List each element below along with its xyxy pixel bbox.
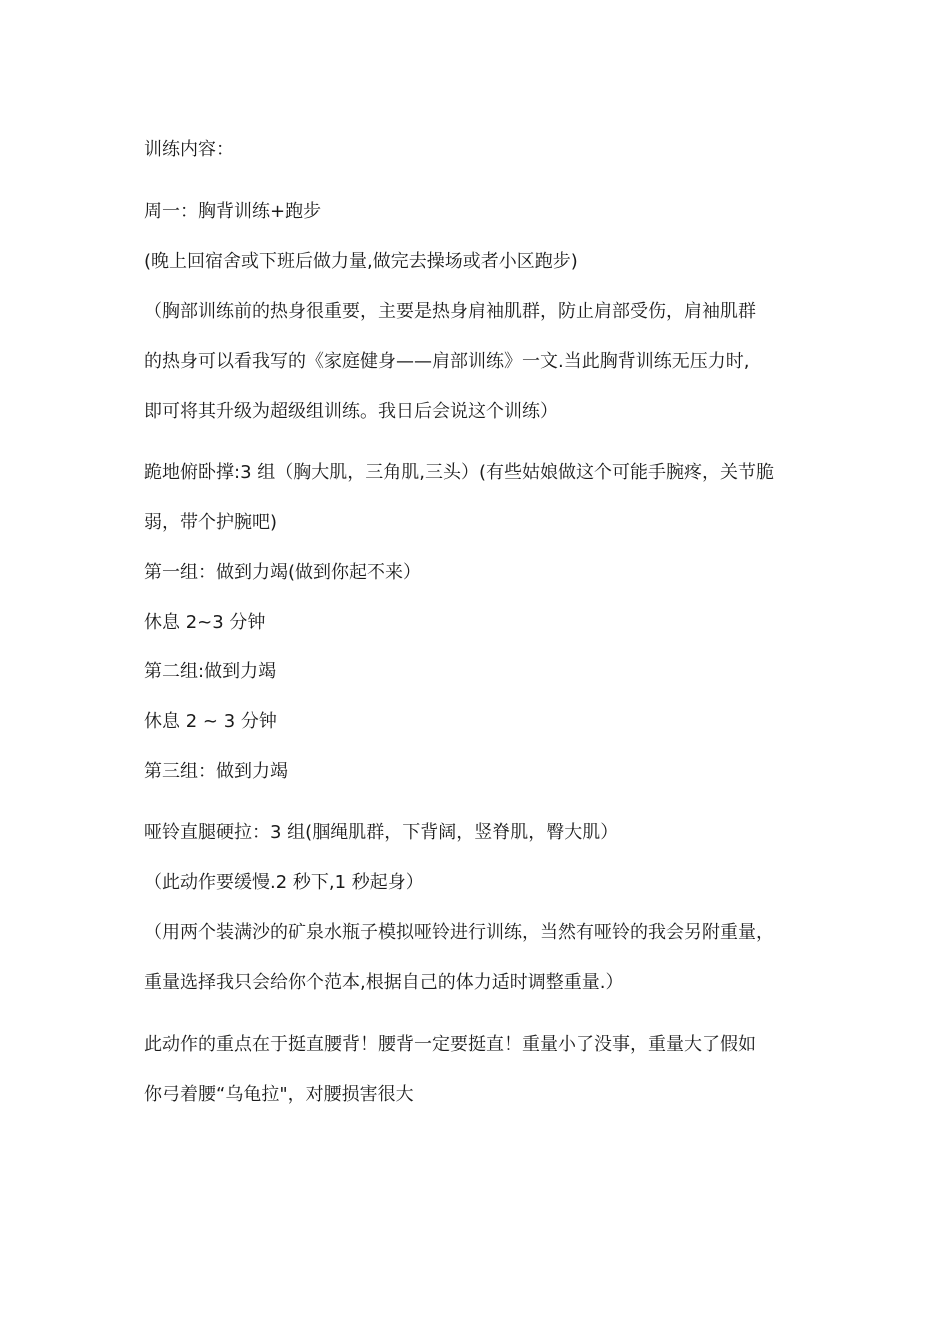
rest-line: 休息 2~3 分钟	[144, 612, 266, 633]
exercise-line: 哑铃直腿硬拉：3 组(腘绳肌群，下背阔，竖脊肌，臀大肌）	[144, 822, 619, 843]
text-line: 你弓着腰“乌龟拉"，对腰损害很大	[144, 1084, 414, 1105]
set-line: 第二组:做到力竭	[144, 661, 277, 682]
set-line: 第三组：做到力竭	[144, 761, 288, 782]
text-line: 即可将其升级为超级组训练。我日后会说这个训练）	[144, 401, 558, 422]
rest-line: 休息 2 ~ 3 分钟	[144, 711, 277, 732]
text-line: （胸部训练前的热身很重要，主要是热身肩袖肌群，防止肩部受伤，肩袖肌群	[144, 301, 756, 322]
day-heading: 周一：胸背训练+跑步	[144, 201, 322, 222]
set-line: 第一组：做到力竭(做到你起不来）	[144, 562, 422, 583]
text-line: （用两个装满沙的矿泉水瓶子模拟哑铃进行训练，当然有哑铃的我会另附重量，	[144, 922, 774, 943]
text-line: 重量选择我只会给你个范本,根据自己的体力适时调整重量.）	[144, 972, 624, 993]
section-heading: 训练内容：	[144, 139, 234, 160]
text-line: 此动作的重点在于挺直腰背！腰背一定要挺直！重量小了没事，重量大了假如	[144, 1034, 756, 1055]
text-line: (晚上回宿舍或下班后做力量,做完去操场或者小区跑步)	[144, 251, 578, 272]
text-line: 弱，带个护腕吧)	[144, 512, 278, 533]
text-line: （此动作要缓慢.2 秒下,1 秒起身）	[144, 872, 424, 893]
exercise-line: 跪地俯卧撑:3 组（胸大肌，三角肌,三头）(有些姑娘做这个可能手腕疼，关节脆	[144, 462, 774, 483]
text-line: 的热身可以看我写的《家庭健身——肩部训练》一文.当此胸背训练无压力时,	[144, 351, 750, 372]
